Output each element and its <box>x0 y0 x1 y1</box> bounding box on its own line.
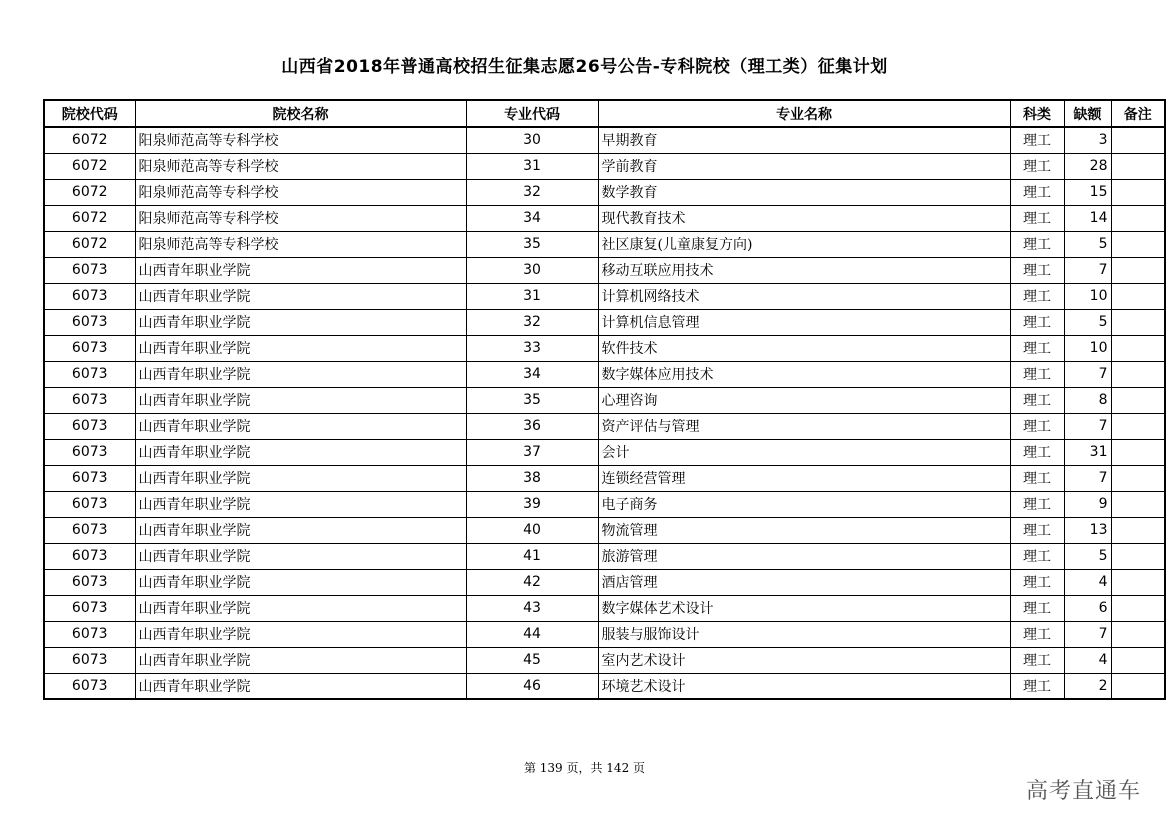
cell-category: 理工 <box>1010 673 1064 699</box>
cell-remarks <box>1111 439 1165 465</box>
cell-major-name: 现代教育技术 <box>598 205 1010 231</box>
cell-remarks <box>1111 205 1165 231</box>
table-row <box>44 205 1165 231</box>
cell-remarks <box>1111 283 1165 309</box>
cell-major-code: 34 <box>466 361 598 387</box>
cell-school-name: 山西青年职业学院 <box>135 335 466 361</box>
header-major-code: 专业代码 <box>466 100 598 127</box>
table-row <box>44 465 1165 491</box>
header-school-name: 院校名称 <box>135 100 466 127</box>
cell-vacancies: 31 <box>1064 439 1111 465</box>
cell-vacancies: 5 <box>1064 543 1111 569</box>
cell-major-code: 30 <box>466 127 598 153</box>
cell-school-code: 6073 <box>44 335 135 361</box>
cell-remarks <box>1111 543 1165 569</box>
cell-school-name: 阳泉师范高等专科学校 <box>135 127 466 153</box>
cell-vacancies: 9 <box>1064 491 1111 517</box>
cell-major-code: 42 <box>466 569 598 595</box>
cell-major-code: 32 <box>466 179 598 205</box>
cell-major-name: 室内艺术设计 <box>598 647 1010 673</box>
cell-vacancies: 7 <box>1064 621 1111 647</box>
cell-category: 理工 <box>1010 465 1064 491</box>
cell-school-name: 山西青年职业学院 <box>135 491 466 517</box>
cell-vacancies: 28 <box>1064 153 1111 179</box>
cell-remarks <box>1111 257 1165 283</box>
cell-category: 理工 <box>1010 491 1064 517</box>
cell-category: 理工 <box>1010 335 1064 361</box>
cell-category: 理工 <box>1010 595 1064 621</box>
cell-school-name: 山西青年职业学院 <box>135 387 466 413</box>
cell-school-code: 6073 <box>44 439 135 465</box>
cell-remarks <box>1111 517 1165 543</box>
cell-remarks <box>1111 595 1165 621</box>
cell-school-name: 山西青年职业学院 <box>135 361 466 387</box>
cell-major-code: 35 <box>466 231 598 257</box>
table-row <box>44 387 1165 413</box>
table-row <box>44 595 1165 621</box>
cell-major-code: 41 <box>466 543 598 569</box>
cell-category: 理工 <box>1010 647 1064 673</box>
cell-category: 理工 <box>1010 309 1064 335</box>
cell-category: 理工 <box>1010 413 1064 439</box>
cell-remarks <box>1111 179 1165 205</box>
cell-major-code: 43 <box>466 595 598 621</box>
cell-category: 理工 <box>1010 153 1064 179</box>
cell-vacancies: 4 <box>1064 569 1111 595</box>
cell-major-name: 电子商务 <box>598 491 1010 517</box>
table-row <box>44 257 1165 283</box>
cell-school-code: 6072 <box>44 153 135 179</box>
cell-vacancies: 10 <box>1064 283 1111 309</box>
cell-vacancies: 10 <box>1064 335 1111 361</box>
cell-remarks <box>1111 673 1165 699</box>
cell-major-code: 39 <box>466 491 598 517</box>
cell-major-name: 数字媒体应用技术 <box>598 361 1010 387</box>
cell-major-name: 会计 <box>598 439 1010 465</box>
table-row <box>44 231 1165 257</box>
cell-category: 理工 <box>1010 205 1064 231</box>
cell-school-code: 6073 <box>44 361 135 387</box>
cell-category: 理工 <box>1010 231 1064 257</box>
cell-remarks <box>1111 491 1165 517</box>
cell-major-name: 酒店管理 <box>598 569 1010 595</box>
table-row <box>44 673 1165 699</box>
cell-vacancies: 5 <box>1064 309 1111 335</box>
cell-school-name: 阳泉师范高等专科学校 <box>135 231 466 257</box>
cell-school-code: 6073 <box>44 387 135 413</box>
table-row <box>44 543 1165 569</box>
cell-vacancies: 3 <box>1064 127 1111 153</box>
cell-school-name: 山西青年职业学院 <box>135 595 466 621</box>
cell-school-code: 6072 <box>44 231 135 257</box>
table-row <box>44 517 1165 543</box>
cell-major-code: 31 <box>466 153 598 179</box>
cell-category: 理工 <box>1010 543 1064 569</box>
cell-school-code: 6072 <box>44 179 135 205</box>
cell-major-code: 35 <box>466 387 598 413</box>
cell-category: 理工 <box>1010 179 1064 205</box>
cell-vacancies: 15 <box>1064 179 1111 205</box>
cell-school-code: 6073 <box>44 309 135 335</box>
cell-school-code: 6072 <box>44 127 135 153</box>
cell-category: 理工 <box>1010 439 1064 465</box>
table-row <box>44 647 1165 673</box>
cell-school-name: 山西青年职业学院 <box>135 569 466 595</box>
cell-major-name: 数字媒体艺术设计 <box>598 595 1010 621</box>
cell-school-code: 6073 <box>44 283 135 309</box>
cell-school-code: 6073 <box>44 543 135 569</box>
cell-school-name: 山西青年职业学院 <box>135 673 466 699</box>
cell-school-name: 山西青年职业学院 <box>135 439 466 465</box>
cell-remarks <box>1111 387 1165 413</box>
cell-vacancies: 8 <box>1064 387 1111 413</box>
cell-school-name: 山西青年职业学院 <box>135 647 466 673</box>
cell-vacancies: 4 <box>1064 647 1111 673</box>
table-row <box>44 283 1165 309</box>
cell-remarks <box>1111 309 1165 335</box>
cell-school-name: 山西青年职业学院 <box>135 517 466 543</box>
cell-school-name: 阳泉师范高等专科学校 <box>135 153 466 179</box>
cell-major-code: 37 <box>466 439 598 465</box>
cell-vacancies: 7 <box>1064 361 1111 387</box>
document-title: 山西省2018年普通高校招生征集志愿26号公告-专科院校（理工类）征集计划 <box>281 57 888 77</box>
header-category: 科类 <box>1010 100 1064 127</box>
enrollment-plan-table <box>43 99 1166 700</box>
cell-category: 理工 <box>1010 283 1064 309</box>
cell-vacancies: 7 <box>1064 257 1111 283</box>
table-row <box>44 127 1165 153</box>
cell-vacancies: 7 <box>1064 413 1111 439</box>
cell-school-name: 山西青年职业学院 <box>135 309 466 335</box>
cell-remarks <box>1111 335 1165 361</box>
cell-major-name: 连锁经营管理 <box>598 465 1010 491</box>
cell-vacancies: 6 <box>1064 595 1111 621</box>
cell-school-code: 6073 <box>44 517 135 543</box>
cell-vacancies: 5 <box>1064 231 1111 257</box>
cell-remarks <box>1111 127 1165 153</box>
cell-major-name: 服装与服饰设计 <box>598 621 1010 647</box>
cell-school-code: 6073 <box>44 413 135 439</box>
cell-school-name: 山西青年职业学院 <box>135 413 466 439</box>
cell-school-name: 山西青年职业学院 <box>135 543 466 569</box>
cell-school-code: 6073 <box>44 595 135 621</box>
cell-school-code: 6073 <box>44 465 135 491</box>
cell-remarks <box>1111 361 1165 387</box>
cell-major-name: 心理咨询 <box>598 387 1010 413</box>
table-row <box>44 179 1165 205</box>
cell-major-code: 40 <box>466 517 598 543</box>
header-school-code: 院校代码 <box>44 100 135 127</box>
cell-school-code: 6073 <box>44 491 135 517</box>
header-major-name: 专业名称 <box>598 100 1010 127</box>
cell-remarks <box>1111 569 1165 595</box>
cell-major-code: 33 <box>466 335 598 361</box>
cell-major-name: 社区康复(儿童康复方向) <box>598 231 1010 257</box>
cell-category: 理工 <box>1010 257 1064 283</box>
cell-vacancies: 14 <box>1064 205 1111 231</box>
table-row <box>44 569 1165 595</box>
cell-category: 理工 <box>1010 621 1064 647</box>
cell-major-name: 物流管理 <box>598 517 1010 543</box>
page-number: 第 139 页，共 142 页 <box>523 761 646 775</box>
cell-major-name: 数学教育 <box>598 179 1010 205</box>
table-row <box>44 413 1165 439</box>
cell-major-name: 计算机信息管理 <box>598 309 1010 335</box>
cell-major-code: 34 <box>466 205 598 231</box>
cell-school-name: 阳泉师范高等专科学校 <box>135 205 466 231</box>
table-header-row <box>44 100 1165 127</box>
cell-major-name: 早期教育 <box>598 127 1010 153</box>
cell-major-code: 45 <box>466 647 598 673</box>
table-row <box>44 361 1165 387</box>
cell-school-name: 山西青年职业学院 <box>135 621 466 647</box>
cell-school-name: 山西青年职业学院 <box>135 465 466 491</box>
table-row <box>44 621 1165 647</box>
cell-category: 理工 <box>1010 569 1064 595</box>
cell-school-code: 6073 <box>44 569 135 595</box>
cell-major-code: 36 <box>466 413 598 439</box>
cell-major-code: 31 <box>466 283 598 309</box>
cell-school-code: 6073 <box>44 621 135 647</box>
cell-remarks <box>1111 465 1165 491</box>
cell-major-name: 计算机网络技术 <box>598 283 1010 309</box>
cell-vacancies: 2 <box>1064 673 1111 699</box>
cell-major-name: 资产评估与管理 <box>598 413 1010 439</box>
cell-vacancies: 7 <box>1064 465 1111 491</box>
header-vacancies: 缺额 <box>1064 100 1111 127</box>
cell-category: 理工 <box>1010 127 1064 153</box>
cell-school-code: 6072 <box>44 205 135 231</box>
cell-category: 理工 <box>1010 361 1064 387</box>
cell-school-code: 6073 <box>44 647 135 673</box>
cell-category: 理工 <box>1010 517 1064 543</box>
cell-remarks <box>1111 413 1165 439</box>
table-row <box>44 491 1165 517</box>
cell-remarks <box>1111 621 1165 647</box>
cell-vacancies: 13 <box>1064 517 1111 543</box>
cell-school-code: 6073 <box>44 257 135 283</box>
cell-major-code: 44 <box>466 621 598 647</box>
cell-major-code: 32 <box>466 309 598 335</box>
cell-major-name: 旅游管理 <box>598 543 1010 569</box>
cell-school-name: 山西青年职业学院 <box>135 257 466 283</box>
cell-remarks <box>1111 153 1165 179</box>
cell-major-name: 环境艺术设计 <box>598 673 1010 699</box>
cell-school-code: 6073 <box>44 673 135 699</box>
watermark: 高考直通车 <box>1025 779 1141 804</box>
cell-category: 理工 <box>1010 387 1064 413</box>
cell-remarks <box>1111 647 1165 673</box>
cell-major-name: 移动互联应用技术 <box>598 257 1010 283</box>
cell-school-name: 山西青年职业学院 <box>135 283 466 309</box>
cell-major-code: 46 <box>466 673 598 699</box>
cell-remarks <box>1111 231 1165 257</box>
table-row <box>44 335 1165 361</box>
table-row <box>44 309 1165 335</box>
cell-major-code: 38 <box>466 465 598 491</box>
cell-major-code: 30 <box>466 257 598 283</box>
table-row <box>44 439 1165 465</box>
table-row <box>44 153 1165 179</box>
cell-major-name: 软件技术 <box>598 335 1010 361</box>
header-remarks: 备注 <box>1111 100 1165 127</box>
cell-school-name: 阳泉师范高等专科学校 <box>135 179 466 205</box>
cell-major-name: 学前教育 <box>598 153 1010 179</box>
